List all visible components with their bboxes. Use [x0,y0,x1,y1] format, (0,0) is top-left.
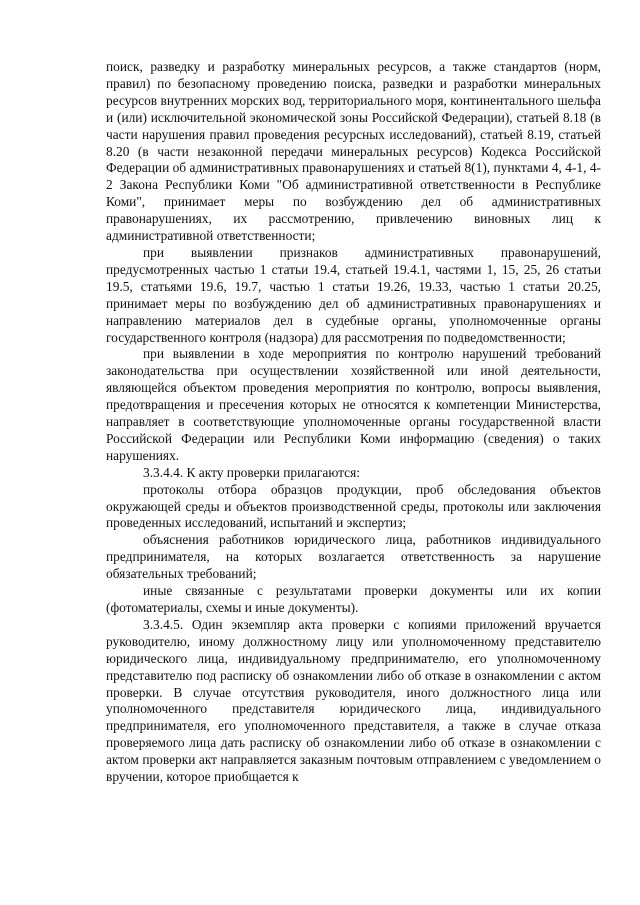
document-body [106,59,601,786]
paragraph-section-3-3-4-5: 3.3.4.5. Один экземпляр акта проверки с копиями приложений вручается руководителю, иному должностному лицу или уполномоченному представителю юридического лица, индивидуальному предпринимателю, его уполномоченному представителю под расписку об ознакомлении либо об отказе в ознакомлении с актом проверки. В случае отсутствия руководителя, иного должностного лица или уполномоченного представителя юридического лица, индивидуального предпринимателя, его уполномоченного представителя, а также в случае отказа проверяемого лица дать расписку об ознакомлении либо об отказе в ознакомлении с актом проверки акт направляется заказным почтовым отправлением с уведомлением о вручении, которое приобщается к [106,616,601,785]
paragraph-sampling-protocols: протоколы отбора образцов продукции, проб обследования объектов окружающей среды и объектов производственной среды, протоколы или заключения проведенных исследований, испытаний и экспертиз; [106,481,601,531]
paragraph-other-documents: иные связанные с результатами проверки документы или их копии (фотоматериалы, схемы и иные документы). [106,583,601,615]
paragraph-section-3-3-4-4: 3.3.4.4. К акту проверки прилагаются: [143,464,361,480]
paragraph-employee-explanations: объяснения работников юридического лица, работников индивидуального предпринимателя, на которых возлагается ответственность за нарушение обязательных требований; [106,532,601,582]
paragraph-other-violations: при выявлении в ходе мероприятия по контролю нарушений требований законодательства при осуществлении хозяйственной или иной деятельности, являющейся объектом проведения мероприятия по контролю, вопросы выявления, предотвращения и пресечения которых не относятся к компетенции Министерства, направляет в соответствующие уполномоченные органы государственной власти Российской Федерации или Республики Коми информацию (сведения) о таких нарушениях. [106,346,601,463]
paragraph-mineral-resources: поиск, разведку и разработку минеральных ресурсов, а также стандартов (норм, правил) по безопасному проведению поиска, разведки и разработки минеральных ресурсов внутренних морских вод, территориального моря, континентального шельфа и (или) исключительной экономической зоны Российской Федерации), статьей 8.18 (в части нарушения правил проведения ресурсных исследований), статьей 8.19, статьей 8.20 (в части незаконной передачи минеральных ресурсов) Кодекса Российской Федерации об административных правонарушениях и статьей 8(1), пунктами 4, 4-1, 4-2 Закона Республики Коми "Об административной ответственности в Республике Коми", принимает меры по возбуждению дел об административных правонарушениях, их рассмотрению, привлечению виновных лиц к административной ответственности; [106,59,601,244]
paragraph-admin-violations: при выявлении признаков административных правонарушений, предусмотренных частью 1 статьи 19.4, статьей 19.4.1, частями 1, 15, 25, 26 статьи 19.5, статьями 19.6, 19.7, частью 1 статьи 19.26, 19.33, частью 1 статьи 20.25, принимает меры по возбуждению дел об административных правонарушениях и направлению материалов дел в судебные органы, уполномоченные органы государственного контроля (надзора) для рассмотрения по подведомственности; [106,244,601,345]
